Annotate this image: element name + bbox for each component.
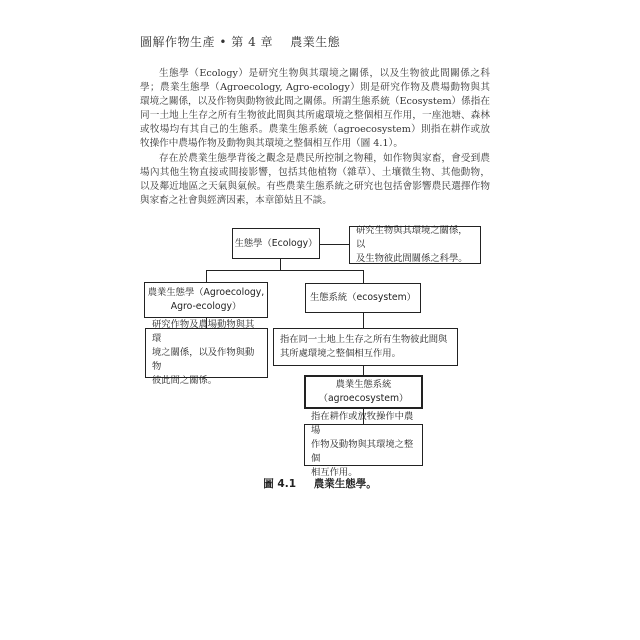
figure-caption (0, 476, 640, 491)
agroecosystem-definition-box: 指在耕作或放牧操作中農場 作物及動物與其環境之整個 相互作用。 (304, 424, 423, 466)
body-paragraph-2: 存在於農業生態學背後之觀念是農民所控制之物種，如作物與家畜，會受到農場內其他生物直接或間接影響，包括其他植物（雜草）、土壤微生物、其他動物，以及鄰近地區之天氣與氣候。有些農業生態系統之研究也包括會影響農民選擇作物與家畜之社會與經濟因素，本章節姑且不談。 (140, 153, 490, 206)
connector-branch-right (363, 270, 364, 283)
agroecosystem-box: 農業生態系統 （agroecosystem） (304, 375, 423, 409)
ecology-box: 生態學（Ecology） (232, 228, 320, 259)
connector-branch-horizontal (206, 270, 364, 271)
connector-branch-left (206, 270, 207, 282)
ecology-definition-box: 研究生物與其環境之關係，以 及生物彼此間關係之科學。 (349, 226, 481, 264)
header-separator: • (219, 35, 227, 49)
connector-ecosystem-def-down (363, 366, 364, 375)
agroecology-definition-box: 研究作物及農場動物與其環 境之關係，以及作物與動物 彼此間之關係。 (145, 328, 268, 378)
body-paragraph-1: 生態學（Ecology）是研究生物與其環境之關係，以及生物彼此間關係之科學；農業生態學（Agroecology, Agro-ecology）則是研究作物及農場動物與其環境之關係，以及作物與動物彼此間之關係。所謂生態系統（Ecosystem）係指在同一土地上生存之所有生物彼此間與其所處環境之整個相互作用，一座池塘、森林或牧場均有其自己的生態系。農業生態系統（agroecosystem）則指在耕作或放牧操作中農場作物及動物與其環境之整個相互作用（圖 4.1）。 (140, 68, 490, 149)
ecosystem-box: 生態系統（ecosystem） (305, 283, 421, 313)
connector-ecosystem-down (363, 313, 364, 328)
book-title: 圖解作物生產 (140, 35, 216, 49)
chapter-title: 農業生態 (290, 35, 341, 49)
figure-title: 農業生態學。 (313, 478, 377, 490)
agroecology-box: 農業生態學（Agroecology, Agro-ecology） (144, 282, 268, 318)
running-header (140, 33, 340, 50)
figure-number: 圖 4.1 (263, 478, 297, 490)
chapter-number: 第 4 章 (231, 35, 274, 49)
connector-ecology-to-def (319, 244, 349, 245)
ecosystem-definition-box: 指在同一土地上生存之所有生物彼此間與 其所處環境之整個相互作用。 (273, 328, 458, 366)
